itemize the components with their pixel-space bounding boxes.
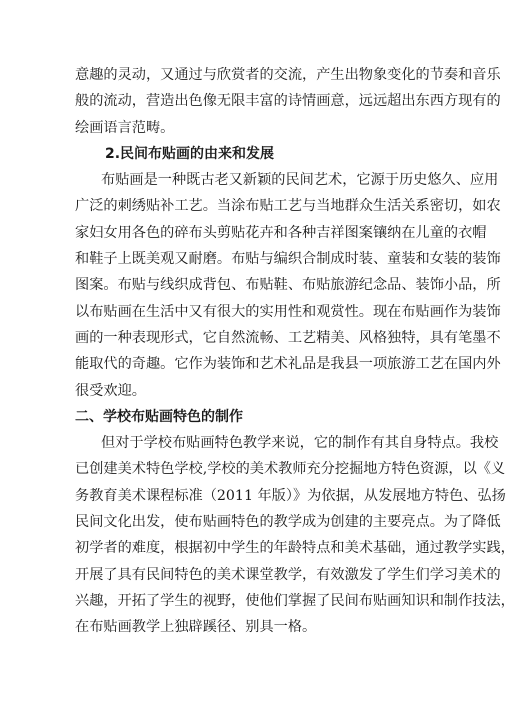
section-2-paragraph (75, 167, 501, 404)
text-line: 绘画语言范畴。 (75, 119, 175, 136)
text-line: 很受欢迎。 (75, 382, 146, 399)
text-line: 已创建美术特色学校,学校的美术教师充分挖掘地方特色资源，以《义 (75, 461, 506, 478)
text-line: 初学者的难度，根据初中学生的年龄特点和美术基础，通过教学实践， (75, 540, 515, 557)
text-line: 画的一种表现形式，它自然流畅、工艺精美、风格独特，具有笔墨不 (75, 329, 501, 346)
text-line: 民间文化出发，使布贴画特色的教学成为创建的主要亮点。为了降低 (75, 514, 501, 531)
text-line: 般的流动，营造出色像无限丰富的诗情画意，远远超出东西方现有的 (75, 93, 501, 110)
text-line: 兴趣，开拓了学生的视野，使他们掌握了民间布贴画知识和制作技法， (75, 592, 515, 609)
document-body (75, 62, 515, 641)
text-line: 以布贴画在生活中又有很大的实用性和观赏性。现在布贴画作为装饰 (75, 303, 501, 320)
text-line: 图案。布贴与线织成背包、布贴鞋、布贴旅游纪念品、装饰小品，所 (75, 277, 501, 294)
text-line: 开展了具有民间特色的美术课堂教学，有效激发了学生们学习美术的 (75, 566, 501, 583)
text-line: 在布贴画教学上独辟蹊径、别具一格。 (75, 619, 317, 636)
text-line: 和鞋子上既美观又耐磨。布贴与编织合制成时装、童装和女装的装饰 (75, 251, 501, 268)
text-line: 布贴画是一种既古老又新颖的民间艺术，它源于历史悠久、应用 (101, 172, 499, 189)
text-line: 能取代的奇趣。它作为装饰和艺术礼品是我县一项旅游工艺在国内外 (75, 356, 501, 373)
text-line: 意趣的灵动，又通过与欣赏者的交流，产生出物象变化的节奏和音乐 (75, 67, 501, 83)
text-line: 家妇女用各色的碎布头剪贴花卉和各种吉祥图案镶纳在儿童的衣帽 (75, 224, 487, 241)
text-line: 但对于学校布贴画特色教学来说，它的制作有其自身特点。我校 (101, 435, 499, 452)
text-line: 广泛的刺绣贴补工艺。当涂布贴工艺与当地群众生活关系密切，如农 (75, 198, 501, 215)
section-2-heading: 2.民间布贴画的由来和发展 (105, 145, 275, 162)
part-2-paragraph (75, 430, 515, 640)
part-2-heading: 二、学校布贴画特色的制作 (75, 408, 243, 425)
text-line: 务教育美术课程标准（2011 年版）》为依据，从发展地方特色、弘扬 (75, 487, 506, 504)
intro-continuation-paragraph (75, 62, 501, 141)
